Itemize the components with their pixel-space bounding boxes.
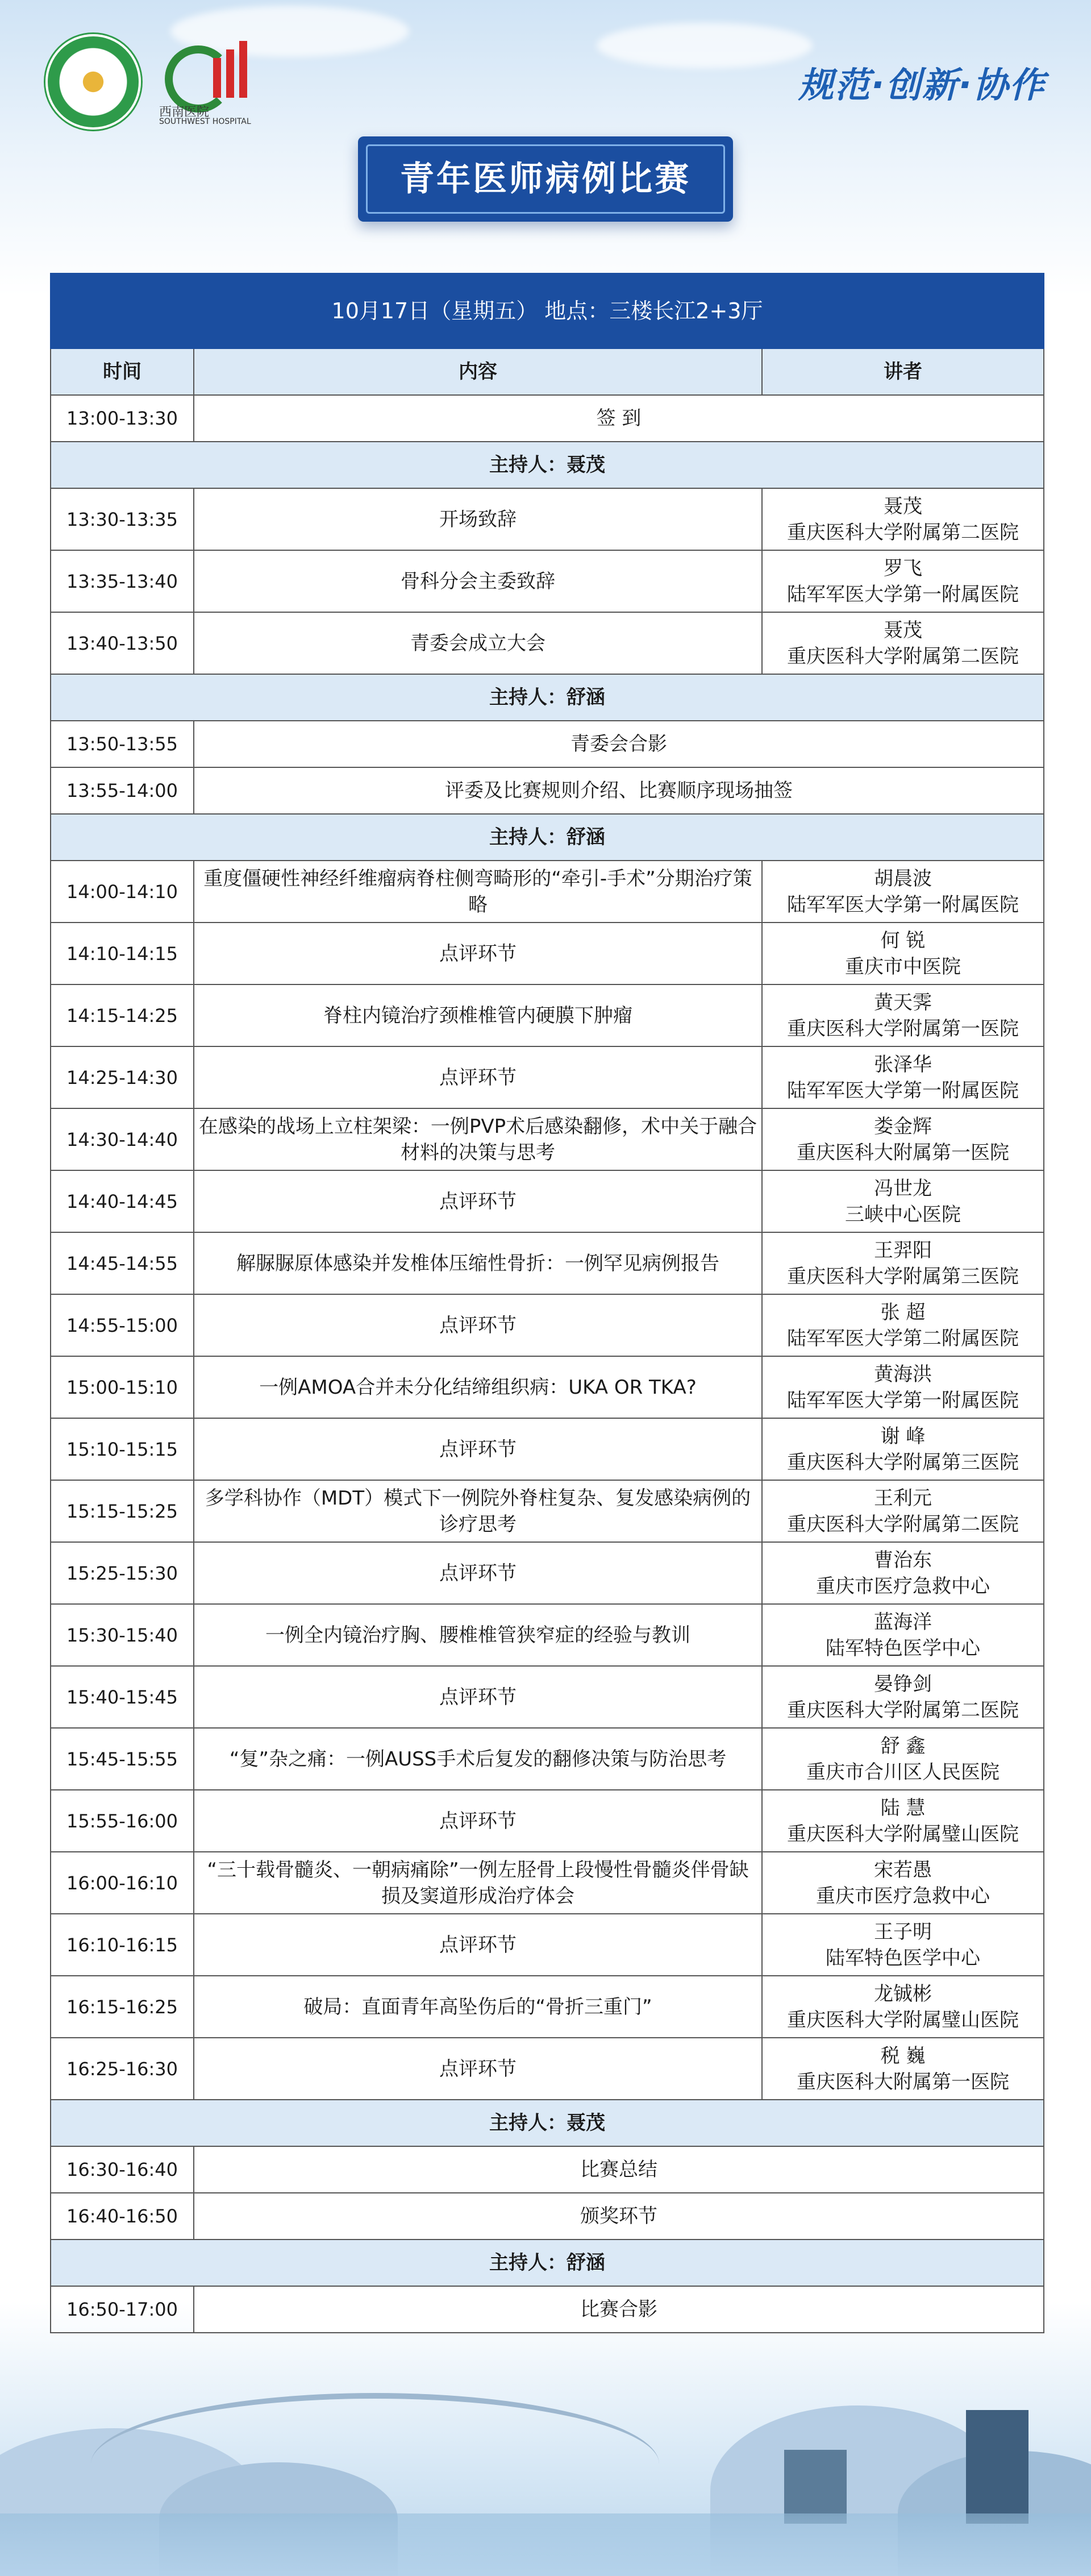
slogan: 规范·创新·协作 [798, 64, 1046, 106]
host-label: 主持人：舒涵 [51, 674, 1044, 721]
content-cell: 点评环节 [194, 1790, 762, 1852]
speaker-affiliation: 陆军特色医学中心 [826, 1636, 980, 1660]
agenda-row [51, 1046, 1044, 1108]
time-cell: 14:00-14:10 [51, 861, 194, 923]
agenda-row [51, 2038, 1044, 2100]
time-cell: 16:30-16:40 [51, 2146, 194, 2193]
content-cell: 签 到 [194, 395, 1044, 442]
speaker-cell [762, 984, 1044, 1046]
speaker-name: 聂茂 [884, 495, 922, 518]
host-row [51, 674, 1044, 721]
host-row [51, 814, 1044, 861]
content-cell: 评委及比赛规则介绍、比赛顺序现场抽签 [194, 767, 1044, 814]
content-cell: 重度僵硬性神经纤维瘤病脊柱侧弯畸形的“牵引-手术”分期治疗策略 [194, 861, 762, 923]
agenda-row [51, 1852, 1044, 1914]
host-label: 主持人：舒涵 [51, 2240, 1044, 2286]
agenda-row [51, 1604, 1044, 1666]
speaker-name: 舒 鑫 [880, 1734, 926, 1758]
speaker-cell [762, 1232, 1044, 1294]
speaker-affiliation: 重庆医科大学附属第二医院 [787, 1698, 1019, 1722]
speaker-cell [762, 488, 1044, 550]
agenda-row [51, 1108, 1044, 1170]
content-cell: 点评环节 [194, 1542, 762, 1604]
speaker-name: 黄天霁 [874, 991, 932, 1014]
speaker-cell [762, 923, 1044, 984]
speaker-name: 王羿阳 [874, 1239, 932, 1262]
speaker-name: 冯世龙 [874, 1177, 932, 1200]
agenda-row [51, 612, 1044, 674]
time-cell: 15:30-15:40 [51, 1604, 194, 1666]
content-cell: 点评环节 [194, 1914, 762, 1976]
content-cell: 在感染的战场上立柱架梁：一例PVP术后感染翻修，术中关于融合材料的决策与思考 [194, 1108, 762, 1170]
host-row [51, 2240, 1044, 2286]
host-label: 主持人：聂茂 [51, 442, 1044, 488]
content-cell: 点评环节 [194, 1294, 762, 1356]
time-cell: 16:15-16:25 [51, 1976, 194, 2038]
content-cell: 开场致辞 [194, 488, 762, 550]
time-cell: 16:50-17:00 [51, 2286, 194, 2333]
speaker-name: 黄海洪 [874, 1362, 932, 1386]
hospital-logo-icon [159, 28, 256, 125]
speaker-affiliation: 陆军军医大学第一附属医院 [787, 1079, 1019, 1102]
agenda-table [50, 273, 1044, 2333]
speaker-name: 张 超 [880, 1301, 926, 1324]
content-cell: 点评环节 [194, 1046, 762, 1108]
content-cell: 点评环节 [194, 1418, 762, 1480]
content-cell: 青委会合影 [194, 721, 1044, 767]
agenda-row [51, 721, 1044, 767]
speaker-cell [762, 1790, 1044, 1852]
time-cell: 16:25-16:30 [51, 2038, 194, 2100]
speaker-name: 蓝海洋 [874, 1610, 932, 1634]
time-cell: 14:30-14:40 [51, 1108, 194, 1170]
host-label: 主持人：舒涵 [51, 814, 1044, 861]
agenda-row [51, 550, 1044, 612]
time-cell: 16:00-16:10 [51, 1852, 194, 1914]
speaker-affiliation: 重庆市医疗急救中心 [816, 1574, 990, 1598]
speaker-affiliation: 重庆医科大附属第一医院 [797, 2070, 1009, 2093]
agenda-row [51, 1170, 1044, 1232]
content-cell: 解脲脲原体感染并发椎体压缩性骨折：一例罕见病例报告 [194, 1232, 762, 1294]
agenda-row [51, 1790, 1044, 1852]
agenda-row [51, 2146, 1044, 2193]
time-cell: 15:00-15:10 [51, 1356, 194, 1418]
speaker-cell [762, 1418, 1044, 1480]
speaker-name: 龙铖彬 [874, 1982, 932, 2005]
speaker-cell [762, 1046, 1044, 1108]
agenda-row [51, 1976, 1044, 2038]
speaker-cell [762, 1108, 1044, 1170]
speaker-affiliation: 陆军特色医学中心 [826, 1946, 980, 1970]
agenda-row [51, 861, 1044, 923]
time-cell: 13:50-13:55 [51, 721, 194, 767]
speaker-affiliation: 重庆医科大学附属第三医院 [787, 1451, 1019, 1474]
agenda-row [51, 767, 1044, 814]
speaker-name: 晏铮剑 [874, 1672, 932, 1696]
speaker-name: 谢 峰 [880, 1424, 926, 1448]
content-cell: 青委会成立大会 [194, 612, 762, 674]
hospital-name-cn: 西南医院 [159, 105, 210, 119]
speaker-affiliation: 重庆医科大学附属璧山医院 [787, 1822, 1019, 1846]
page-header [0, 0, 1091, 131]
agenda-row [51, 923, 1044, 984]
time-cell: 13:35-13:40 [51, 550, 194, 612]
speaker-cell [762, 1542, 1044, 1604]
hospital-name-en: SOUTHWEST HOSPITAL [159, 117, 251, 126]
speaker-name: 聂茂 [884, 618, 922, 642]
content-cell: 点评环节 [194, 2038, 762, 2100]
page-title: 青年医师病例比赛 [400, 159, 691, 199]
speaker-name: 王利元 [874, 1486, 932, 1510]
speaker-affiliation: 三峡中心医院 [845, 1203, 961, 1226]
time-cell: 15:25-15:30 [51, 1542, 194, 1604]
speaker-affiliation: 重庆医科大学附属第三医院 [787, 1265, 1019, 1288]
time-cell: 13:30-13:35 [51, 488, 194, 550]
time-cell: 14:55-15:00 [51, 1294, 194, 1356]
content-cell: 骨科分会主委致辞 [194, 550, 762, 612]
speaker-affiliation: 陆军军医大学第一附属医院 [787, 1389, 1019, 1412]
time-cell: 13:40-13:50 [51, 612, 194, 674]
content-cell: 点评环节 [194, 1666, 762, 1728]
speaker-cell [762, 1604, 1044, 1666]
speaker-name: 罗飞 [884, 556, 922, 580]
col-header-speaker: 讲者 [762, 348, 1044, 395]
agenda-row [51, 1728, 1044, 1790]
agenda-row [51, 1666, 1044, 1728]
time-cell: 15:15-15:25 [51, 1480, 194, 1542]
time-cell: 15:55-16:00 [51, 1790, 194, 1852]
speaker-cell [762, 1170, 1044, 1232]
time-cell: 14:10-14:15 [51, 923, 194, 984]
content-cell: 多学科协作（MDT）模式下一例院外脊柱复杂、复发感染病例的诊疗思考 [194, 1480, 762, 1542]
agenda-row [51, 1294, 1044, 1356]
speaker-name: 税 巍 [880, 2044, 926, 2067]
speaker-affiliation: 重庆医科大附属第一医院 [797, 1141, 1009, 1164]
speaker-affiliation: 重庆市中医院 [845, 955, 961, 978]
time-cell: 13:55-14:00 [51, 767, 194, 814]
speaker-affiliation: 重庆医科大学附属第二医院 [787, 521, 1019, 544]
speaker-name: 胡晨波 [874, 867, 932, 890]
speaker-cell [762, 550, 1044, 612]
agenda-row [51, 1356, 1044, 1418]
col-header-content: 内容 [194, 348, 762, 395]
speaker-affiliation: 重庆医科大学附属第一医院 [787, 1017, 1019, 1040]
association-logo-icon [45, 34, 141, 130]
content-cell: “三十载骨髓炎、一朝病痛除”一例左胫骨上段慢性骨髓炎伴骨缺损及窦道形成治疗体会 [194, 1852, 762, 1914]
speaker-affiliation: 陆军军医大学第一附属医院 [787, 583, 1019, 606]
date-venue-text: 10月17日（星期五） 地点：三楼长江2+3厅 [51, 273, 1044, 348]
speaker-name: 宋若愚 [874, 1858, 932, 1881]
content-cell: 破局：直面青年高坠伤后的“骨折三重门” [194, 1976, 762, 2038]
content-cell: “复”杂之痛：一例AUSS手术后复发的翻修决策与防治思考 [194, 1728, 762, 1790]
speaker-affiliation: 重庆医科大学附属第二医院 [787, 1513, 1019, 1536]
agenda-row [51, 395, 1044, 442]
speaker-cell [762, 1356, 1044, 1418]
time-cell: 16:10-16:15 [51, 1914, 194, 1976]
speaker-name: 张泽华 [874, 1053, 932, 1076]
speaker-affiliation: 重庆市合川区人民医院 [806, 1760, 1000, 1784]
speaker-name: 何 锐 [880, 929, 926, 952]
speaker-name: 王子明 [874, 1920, 932, 1943]
column-header-row [51, 348, 1044, 395]
speaker-cell [762, 1728, 1044, 1790]
speaker-cell [762, 612, 1044, 674]
speaker-name: 曹治东 [874, 1548, 932, 1572]
time-cell: 13:00-13:30 [51, 395, 194, 442]
speaker-name: 娄金辉 [874, 1115, 932, 1138]
content-cell: 一例全内镜治疗胸、腰椎椎管狭窄症的经验与教训 [194, 1604, 762, 1666]
time-cell: 14:25-14:30 [51, 1046, 194, 1108]
date-venue-row [51, 273, 1044, 348]
content-cell: 颁奖环节 [194, 2193, 1044, 2240]
time-cell: 14:15-14:25 [51, 984, 194, 1046]
speaker-affiliation: 陆军军医大学第二附属医院 [787, 1327, 1019, 1350]
content-cell: 脊柱内镜治疗颈椎椎管内硬膜下肿瘤 [194, 984, 762, 1046]
speaker-affiliation: 陆军军医大学第一附属医院 [787, 893, 1019, 916]
content-cell: 一例AMOA合并未分化结缔组织病：UKA OR TKA? [194, 1356, 762, 1418]
time-cell: 15:40-15:45 [51, 1666, 194, 1728]
speaker-cell [762, 1666, 1044, 1728]
content-cell: 点评环节 [194, 923, 762, 984]
content-cell: 比赛合影 [194, 2286, 1044, 2333]
time-cell: 15:45-15:55 [51, 1728, 194, 1790]
col-header-time: 时间 [51, 348, 194, 395]
agenda-row [51, 488, 1044, 550]
landscape-footer [0, 2308, 1091, 2576]
speaker-cell [762, 2038, 1044, 2100]
content-cell: 比赛总结 [194, 2146, 1044, 2193]
speaker-affiliation: 重庆医科大学附属璧山医院 [787, 2008, 1019, 2031]
speaker-cell [762, 1976, 1044, 2038]
title-banner [358, 136, 733, 222]
host-label: 主持人：聂茂 [51, 2100, 1044, 2146]
agenda-row [51, 2193, 1044, 2240]
speaker-cell [762, 861, 1044, 923]
speaker-cell [762, 1294, 1044, 1356]
content-cell: 点评环节 [194, 1170, 762, 1232]
agenda-row [51, 1232, 1044, 1294]
agenda-row [51, 1480, 1044, 1542]
speaker-affiliation: 重庆医科大学附属第二医院 [787, 645, 1019, 668]
agenda-row [51, 1418, 1044, 1480]
speaker-affiliation: 重庆市医疗急救中心 [816, 1884, 990, 1908]
time-cell: 15:10-15:15 [51, 1418, 194, 1480]
speaker-cell [762, 1852, 1044, 1914]
time-cell: 14:40-14:45 [51, 1170, 194, 1232]
speaker-cell [762, 1914, 1044, 1976]
time-cell: 14:45-14:55 [51, 1232, 194, 1294]
speaker-cell [762, 1480, 1044, 1542]
agenda-row [51, 1914, 1044, 1976]
speaker-name: 陆 慧 [880, 1796, 926, 1819]
host-row [51, 2100, 1044, 2146]
host-row [51, 442, 1044, 488]
time-cell: 16:40-16:50 [51, 2193, 194, 2240]
agenda-row [51, 1542, 1044, 1604]
agenda-row [51, 984, 1044, 1046]
